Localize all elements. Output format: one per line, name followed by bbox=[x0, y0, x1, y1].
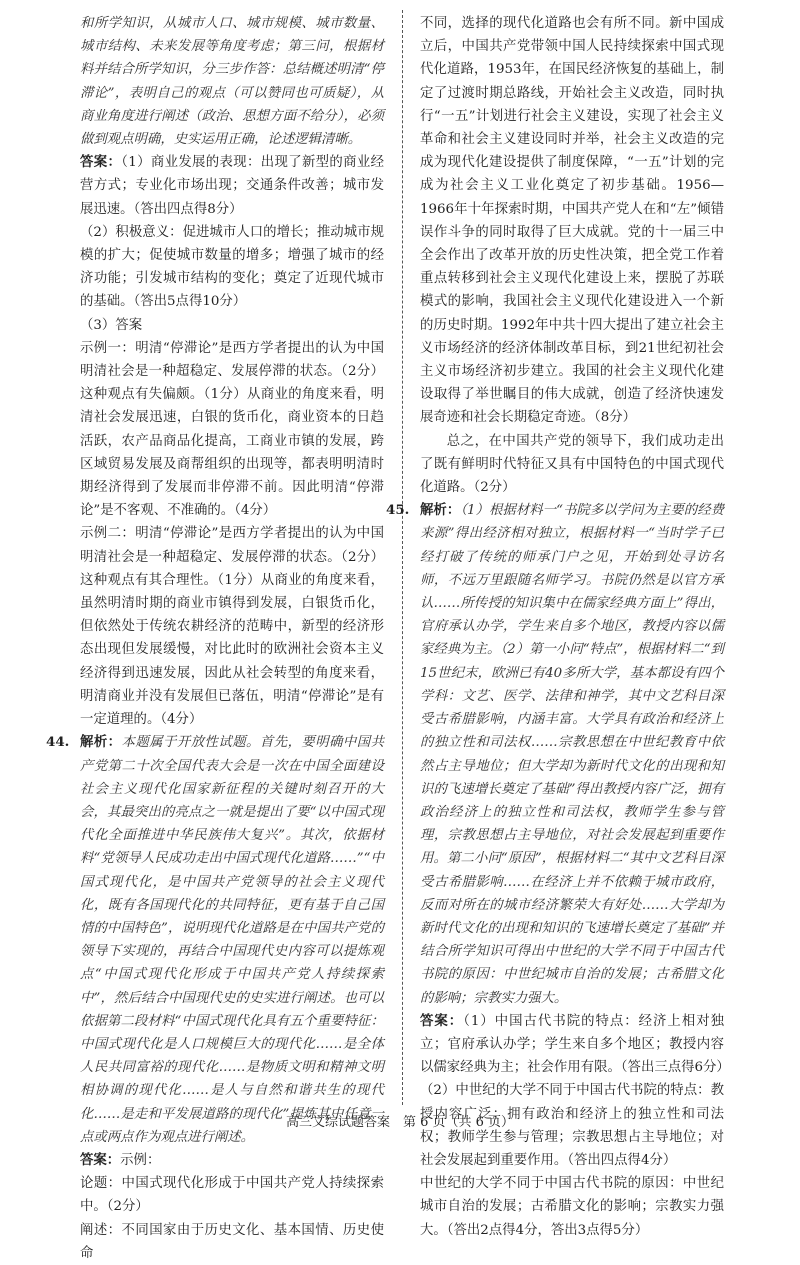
q44-analysis: 44. 解析：本题属于开放性试题。首先，要明确中国共产党第二十次全国代表大会是一次在中国全面建设社会主义现代化国家新征程的关键时刻召开的大会，其最突出的亮点之一就是提出了要“以中国式现代化全面推进中华民族伟大复兴”。其次，依据材料“党领导人民成功走出中国式现代化道路……”“中国式现代化，是中国共产党领导的社会主义现代化，既有各国现代化的共同特征，更有基于自己国情的中国特色”，说明现代化道路是在中国共产党的领导下实现的，再结合中国现代史内容可以提炼观点“中国式现代化形成于中国共产党人持续探索中”，然后结合中国现代史的史实进行阐述。也可以依据第二段材料“中国式现代化具有五个重要特征：中国式现代化是人口规模巨大的现代化……是全体人民共同富裕的现代化……是物质文明和精神文明相协调的现代化……是人与自然和谐共生的现代化……是走和平发展道路的现代化”提炼其中任意一点或两点作为观点进行阐述。 bbox=[80, 731, 384, 1149]
q45-answer-3: 中世纪的大学不同于中国古代书院的原因：中世纪城市自治的发展；古希腊文化的影响；宗教实力强大。（答出2点得4分，答出3点得5分） bbox=[420, 1176, 724, 1238]
q43-answer-1: 答案：（1）商业发展的表现：出现了新型的商业经营方式；专业化市场出现；交通条件改善；城市发展迅速。（答出四点得8分） bbox=[80, 154, 385, 217]
analysis-label: 解析： bbox=[80, 734, 122, 751]
left-column bbox=[46, 12, 385, 1265]
page-footer: 高三文综试题答案 第 6 页（共 6 页） bbox=[285, 1115, 515, 1130]
answer-label: 答案： bbox=[80, 1151, 121, 1168]
question-number: 45. bbox=[386, 502, 410, 519]
q45-answer-1: 答案：（1）中国古代书院的特点：经济上相对独立；官府承认办学；学生来自多个地区；教授内容以儒家经典为主；社会作用有限。（答出三点得6分） bbox=[420, 1012, 730, 1076]
analysis-note: 和所学知识，从城市人口、城市规模、城市数量、城市结构、未来发展等角度考虑；第三问，根据材料并结合所学知识，分三步作答：总结概述明清“停滞论”，表明自己的观点（可以赞同也可质疑），从商业角度进行阐述（政治、思想方面不给分），必须做到观点明确，史实运用正确，论述逻辑清晰。 bbox=[80, 16, 384, 148]
q43-example-1: 示例一：明清“停滞论”是西方学者提出的认为中国明清社会是一种超稳定、发展停滞的状态。（2分）这种观点有失偏颇。（1分）从商业的角度来看，明清社会发展迅速，白银的货币化，商业资本的日趋活跃，农产品商品化提高，工商业市镇的发展，跨区域贸易发展及商帮组织的出现等，都表明明清时期经济得到了发展而非停滞不前。因此明清“停滞论”是不客观、不准确的。（4分） bbox=[80, 340, 384, 519]
analysis-label: 解析： bbox=[420, 502, 461, 519]
answer-label: 答案： bbox=[420, 1012, 464, 1029]
q44-thesis: 论题：中国式现代化形成于中国共产党人持续探索中。（2分） bbox=[80, 1176, 384, 1215]
q44-elaboration-cont: 不同，选择的现代化道路也会有所不同。新中国成立后，中国共产党带领中国人民持续探索中国式现代化道路，1953年，在国民经济恢复的基础上，制定了过渡时期总路线，开始社会主义改造，同时执行“一五”计划进行社会主义建设，实现了社会主义革命和社会主义建设同时并举，社会主义改造的完成为现代化建设提供了制度保障，“一五”计划的完成为社会主义工业化奠定了初步基础。1956—1966年十年探索时期，中国共产党人在和“左”倾错误作斗争的同时取得了巨大成就。党的十一届三中全会作出了改革开放的历史性决策，把全党工作着重点转移到社会主义现代化建设上来，摆脱了苏联模式的影响，我国社会主义现代化建设进入一个新的历史时期。1992年中共十四大提出了建立社会主义市场经济的经济体制改革目标，到21世纪初社会主义市场经济初步建立。我国的社会主义现代化建设取得了举世瞩目的伟大成就，创造了经济快速发展奇迹和社会长期稳定奇迹。（8分） bbox=[420, 16, 724, 426]
answer-label: 答案： bbox=[80, 154, 122, 171]
q45-answer-2: （2）中世纪的大学不同于中国古代书院的特点：教授内容广泛；拥有政治和经济上的独立性和司法权；教师学生参与管理；宗教思想占主导地位；对社会发展起到重要作用。（答出四点得4分） bbox=[420, 1083, 724, 1168]
q43-answer-2: （2）积极意义：促进城市人口的增长；推动城市规模的扩大；促使城市数量的增多；增强了城市的经济功能；引发城市结构的变化；奠定了近现代城市的基础。（答出5点得10分） bbox=[80, 224, 384, 310]
q43-example-2: 示例二：明清“停滞论”是西方学者提出的认为中国明清社会是一种超稳定、发展停滞的状态。（2分）这种观点有其合理性。（1分）从商业的角度来看，虽然明清时期的商业市镇得到发展，白银货币化，但依然处于传统农耕经济的范畴中，新型的经济形态出现但发展缓慢，对比此时的欧洲社会资本主义经济得到迅速发展，因此从社会转型的角度来看，明清商业并没有发展但已落伍，明清“停滞论”是有一定道理的。（4分） bbox=[80, 526, 384, 728]
q43-answer-3-heading: （3）答案 bbox=[80, 317, 143, 333]
q45-analysis: 45. 解析：（1）根据材料一“书院多以学问为主要的经费来源”得出经济相对独立，根据材料一“当时学子已经打破了传统的师承门户之见，开始到处寻访名师，不远万里跟随名师学习。书院仍然是以官方承认……所传授的知识集中在儒家经典方面上”得出，官府承认办学，学生来自多个地区，教授内容以儒家经典为主。（2）第一小问“特点”，根据材料二“到15世纪末，欧洲已有40多所大学，基本都设有四个学科：文艺、医学、法律和神学，其中文艺科目深受古希腊影响，内涵丰富。大学具有政治和经济上的独立性和司法权……宗教思想在中世纪教育中依然占主导地位；但大学却为新时代文化的出现和知识的飞速增长奠定了基础”得出教授内容广泛，拥有政治经济上的独立性和司法权，教师学生参与管理，宗教思想占主导地位，对社会发展起到重要作用。第二小问“原因”，根据材料二“其中文艺科目深受古希腊影响……在经济上并不依赖于城市政府，反而对所在的城市经济繁荣大有好处……大学却为新时代文化的出现和知识的飞速增长奠定了基础”并结合所学知识可得出中世纪的大学不同于中国古代书院的原因：中世纪城市自治的发展；古希腊文化的影响；宗教实力强大。 bbox=[420, 499, 724, 1009]
question-number: 44. bbox=[46, 734, 70, 751]
q44-answer-heading: 答案：示例： bbox=[80, 1151, 161, 1168]
q44-elaboration-start: 阐述：不同国家由于历史文化、基本国情、历史使命 bbox=[80, 1222, 384, 1261]
column-divider bbox=[402, 10, 403, 1105]
q44-summary: 总之，在中国共产党的领导下，我们成功走出了既有鲜明时代特征又具有中国特色的中国式现代化道路。（2分） bbox=[420, 433, 724, 496]
